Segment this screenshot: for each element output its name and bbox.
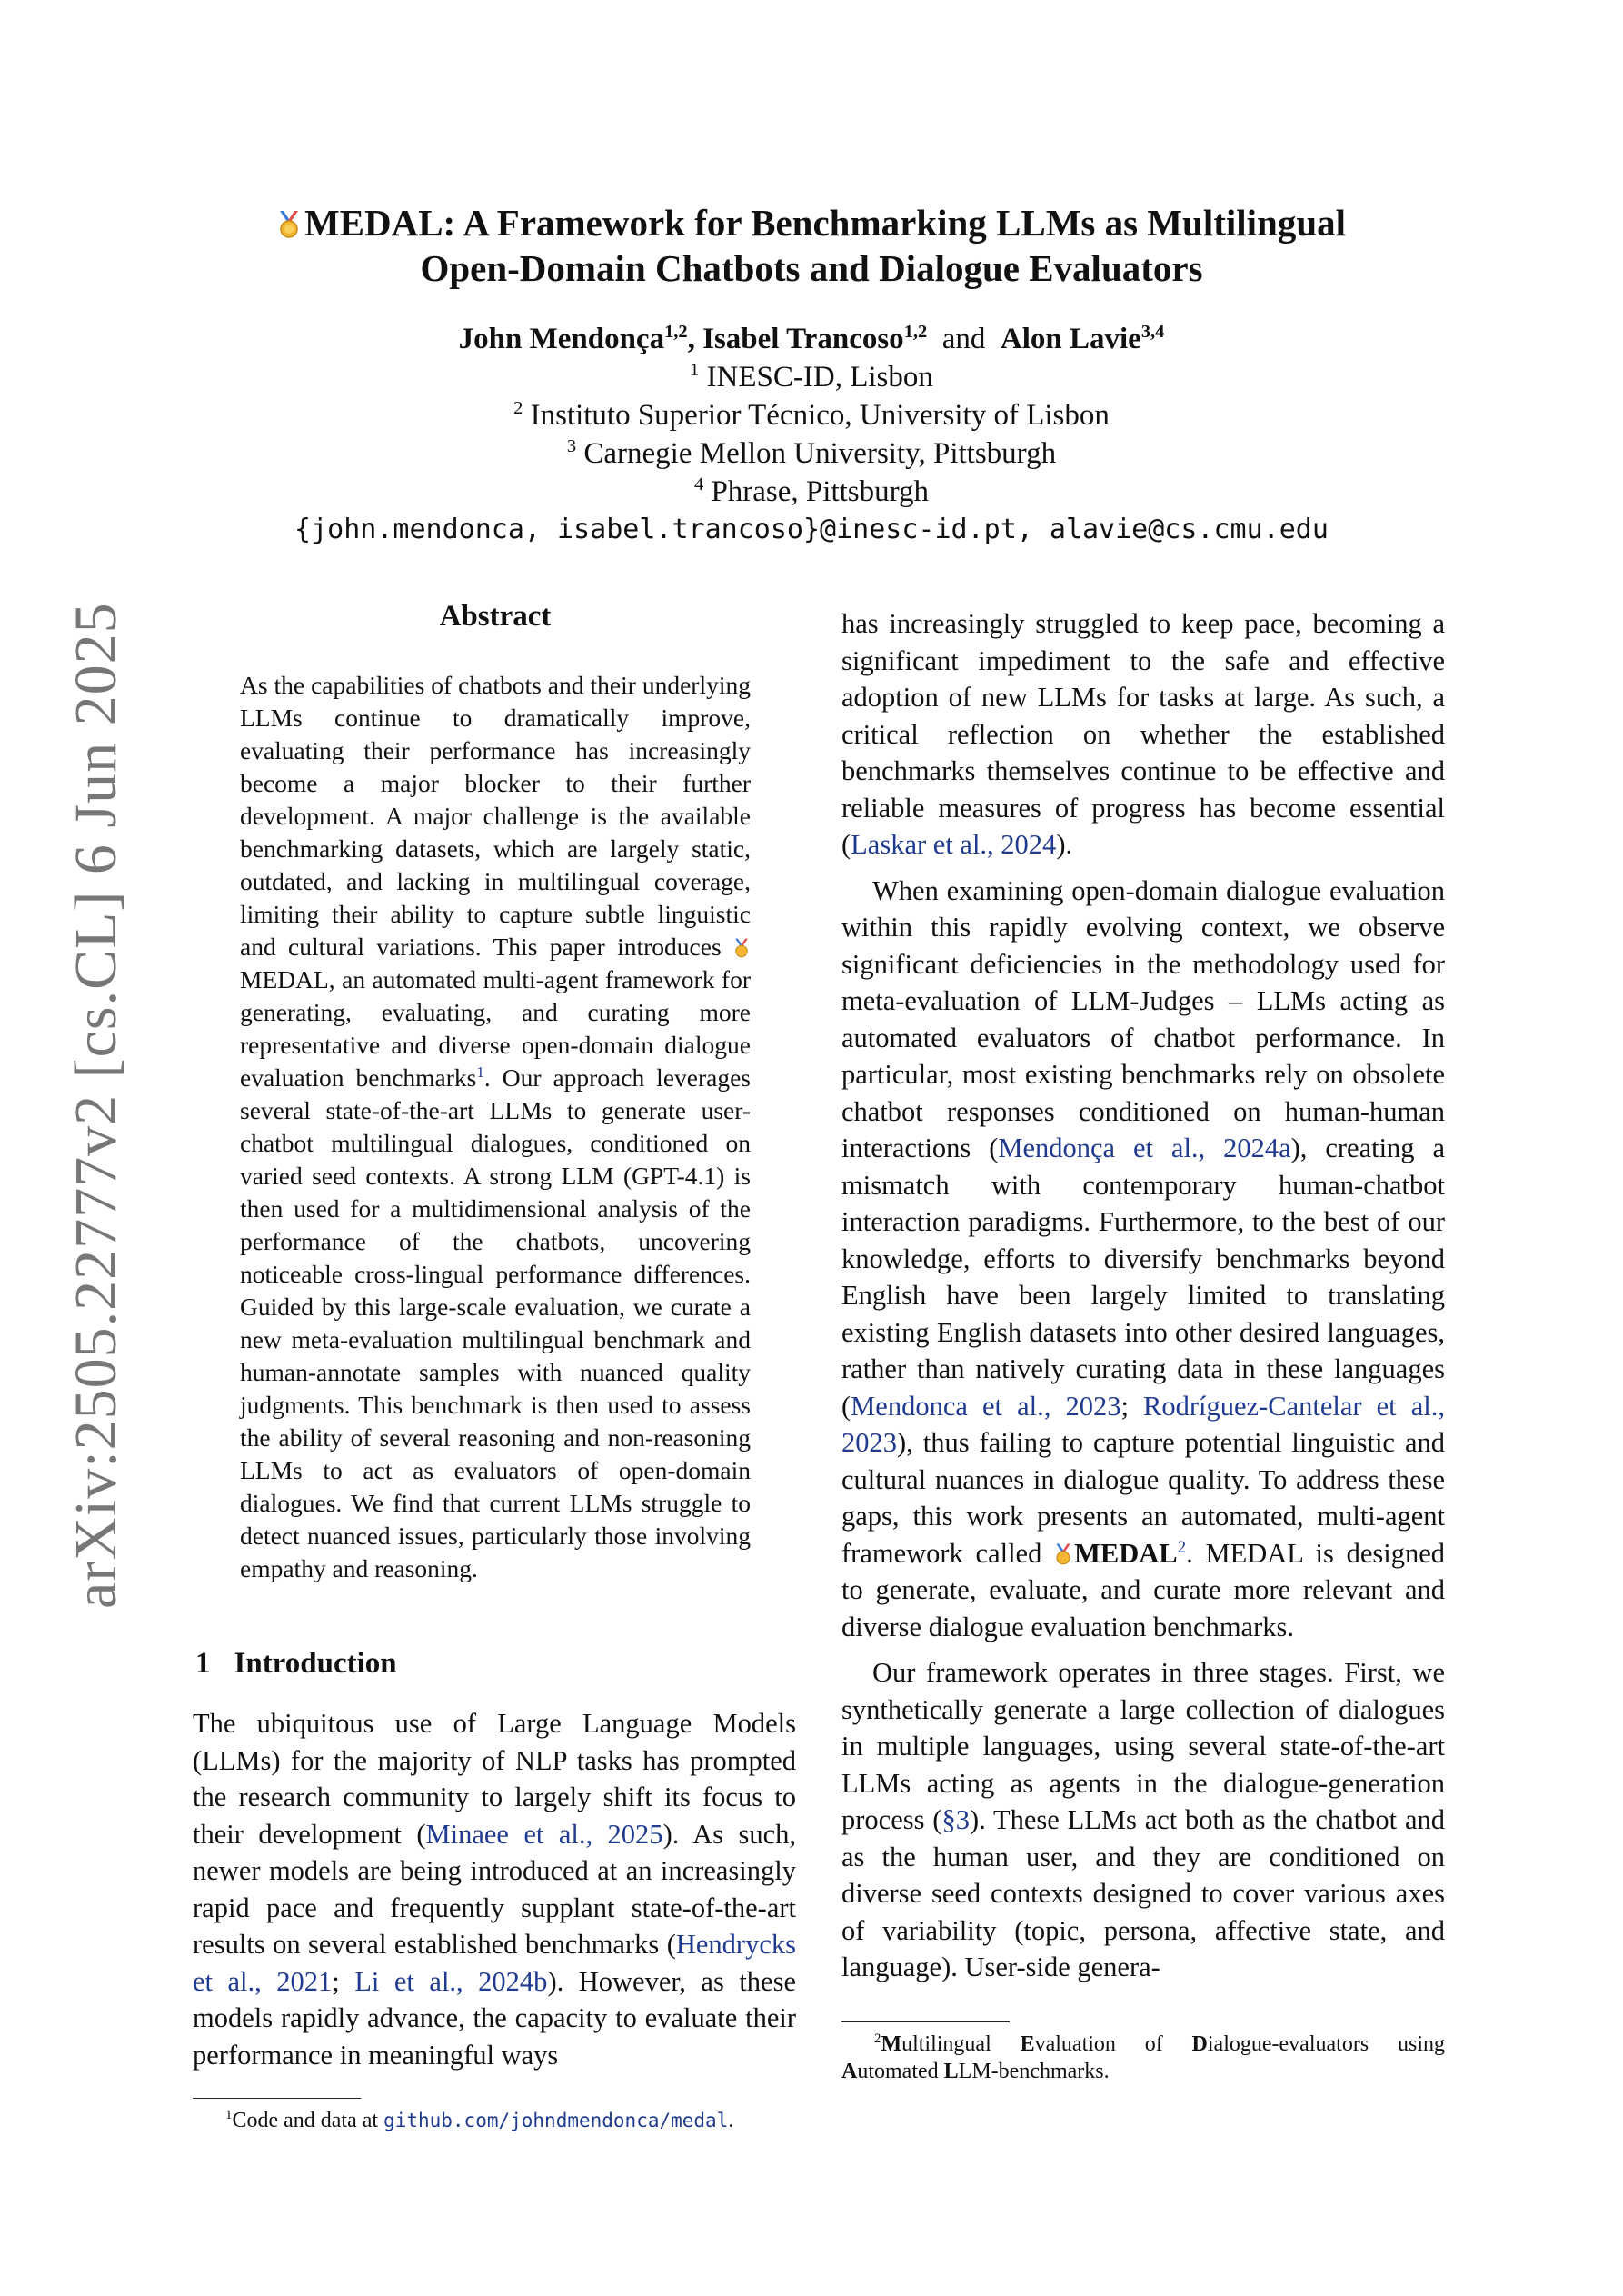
- author-3-affil: 3,4: [1140, 322, 1165, 342]
- intro-right-column: [841, 605, 1445, 1986]
- affiliation-num: 4: [693, 474, 704, 494]
- section-link[interactable]: §3: [941, 1804, 970, 1835]
- affiliation-text: Instituto Superior Técnico, University of Lisbon: [530, 399, 1110, 432]
- intro-text: has increasingly struggled to keep pace, becoming a significant impediment to the safe and effective adoption of new LLMs for tasks at large. As such, a critical reflection on whether the established benchmarks themselves continue to be effective and reliable measures of progress has become essential (: [841, 608, 1445, 860]
- footnote-number: 1: [225, 2108, 233, 2122]
- abstract-text-1: As the capabilities of chatbots and their underlying LLMs continue to dramatically improve, evaluating their performance has increasingly become a major blocker to their further development. A major challenge is the available benchmarking datasets, which are largely static, outdated, and lacking in multilingual coverage, limiting their ability to capture subtle linguistic and cultural variations. This paper introduces: [240, 671, 751, 961]
- intro-text: When examining open-domain dialogue evaluation within this rapidly evolving context, we observe significant deficiencies in the methodology used for meta-evaluation of LLM-Judges – LLMs acting as automated evaluators of chatbot performance. In particular, most existing benchmarks rely on obsolete chatbot responses conditioned on human-human interactions (: [841, 874, 1445, 1163]
- author-3: Alon Lavie: [1000, 323, 1141, 355]
- footnote-2: [841, 2031, 1445, 2085]
- authors: [0, 320, 1623, 358]
- author-1: John Mendonça: [458, 323, 665, 355]
- acronym-letter: M: [881, 2032, 902, 2056]
- footnote-number: 2: [874, 2031, 881, 2046]
- abstract-medal-name: MEDAL: [240, 965, 329, 993]
- footnote-text: LM-benchmarks.: [958, 2060, 1110, 2083]
- intro-text: Our framework operates in three stages. First, we synthetically generate a large collection of dialogues in multiple languages, using several state-of-the-art LLMs acting as agents in the dialogue-generation process (: [841, 1657, 1445, 1835]
- citation-link[interactable]: Rodríguez-Cantelar et al., 2023: [841, 1390, 1445, 1458]
- author-separator: ,: [687, 323, 703, 355]
- citation-link[interactable]: Hendrycks et al., 2021: [193, 1929, 796, 1997]
- affiliation-4: [0, 473, 1623, 511]
- footnote-text: .: [728, 2109, 734, 2132]
- medal-icon: [1054, 1543, 1072, 1565]
- affiliation-3: [0, 434, 1623, 473]
- citation-link[interactable]: Mendonca et al., 2023: [851, 1390, 1121, 1422]
- footnote-text: valuation of: [1034, 2032, 1192, 2056]
- abstract-heading: Abstract: [439, 600, 552, 633]
- paper-title: [0, 200, 1623, 291]
- section-number: 1: [195, 1647, 211, 1680]
- abstract-text-2: , an automated multi-agent framework for generating, evaluating, and curating more representative and diverse open-domain dialogue evaluation benchmarks: [240, 965, 751, 1092]
- intro-text: ), thus failing to capture potential linguistic and cultural nuances in dialogue quality. To address these gaps, this work presents an automated, multi-agent framework called: [841, 1427, 1445, 1569]
- footnote-text: ultilingual: [901, 2032, 1021, 2056]
- footnote-text: utomated: [857, 2060, 944, 2083]
- affiliation-1: [0, 358, 1623, 396]
- abstract-body: [240, 669, 751, 1585]
- acronym-letter: D: [1191, 2032, 1208, 2056]
- acronym-letter: L: [943, 2060, 959, 2083]
- affiliation-num: 2: [513, 398, 523, 418]
- footnote-rule: [841, 2021, 1010, 2022]
- affiliation-2: [0, 396, 1623, 434]
- affiliation-text: Carnegie Mellon University, Pittsburgh: [583, 437, 1057, 470]
- citation-link[interactable]: Laskar et al., 2024: [851, 829, 1057, 860]
- intro-text: ). As such, newer models are being introduced at an increasingly rapid pace and frequently supplant state-of-the-art results on several established benchmarks (: [193, 1818, 796, 1960]
- acronym-letter: E: [1020, 2032, 1035, 2056]
- title-line-2: Open-Domain Chatbots and Dialogue Evaluators: [420, 247, 1203, 289]
- author-2: Isabel Trancoso: [702, 323, 904, 355]
- acronym-letter: A: [841, 2060, 858, 2083]
- intro-text: ;: [332, 1965, 355, 1997]
- intro-text: ), creating a mismatch with contemporary human-chatbot interaction paradigms. Furthermore, to the best of our knowledge, efforts to diversify benchmarks beyond English have been largely limited to translating existing English datasets into other desired languages, rather than natively curating data in these languages (: [841, 1133, 1445, 1422]
- arxiv-sidebar: arXiv:2505.22777v2 [cs.CL] 6 Jun 2025: [63, 602, 129, 1609]
- affiliation-text: Phrase, Pittsburgh: [711, 475, 930, 508]
- intro-text: ). These LLMs act both as the chatbot and as the human user, and they are conditioned on diverse seed contexts designed to cover various axes of variability (topic, persona, affective state, and language). User-side genera-: [841, 1804, 1445, 1982]
- footnote-1: [225, 2107, 807, 2134]
- medal-icon: [733, 938, 750, 958]
- intro-text: ;: [1120, 1390, 1144, 1422]
- intro-text: ).: [1056, 829, 1073, 860]
- affiliation-text: INESC-ID, Lisbon: [706, 361, 933, 394]
- intro-text: . MEDAL is designed to generate, evaluate, and curate more relevant and diverse dialogue evaluation benchmarks.: [841, 1537, 1445, 1642]
- affiliation-num: 1: [690, 360, 700, 380]
- intro-text: The ubiquitous use of Large Language Models (LLMs) for the majority of NLP tasks has prompted the research community to largely shift its focus to their development (: [193, 1708, 796, 1850]
- medal-icon: [277, 211, 301, 238]
- citation-link[interactable]: Mendonça et al., 2024a: [998, 1133, 1291, 1163]
- affiliation-num: 3: [566, 436, 577, 456]
- citation-link[interactable]: Minaee et al., 2025: [425, 1818, 663, 1850]
- intro-left-column: [193, 1705, 796, 2073]
- author-emails: {john.mendonca, isabel.trancoso}@inesc-id.pt, alavie@cs.cmu.edu: [294, 514, 1329, 545]
- intro-text: ). However, as these models rapidly advance, the capacity to evaluate their performance in meaningful ways: [193, 1965, 796, 2071]
- author-and: and: [941, 323, 986, 355]
- citation-link[interactable]: Li et al., 2024b: [354, 1965, 548, 1997]
- footnote-2-mark[interactable]: 2: [1177, 1537, 1187, 1557]
- medal-name: MEDAL: [1074, 1537, 1178, 1569]
- author-2-affil: 1,2: [903, 322, 928, 342]
- footnote-1-mark[interactable]: 1: [476, 1063, 484, 1081]
- footnote-text: ialogue-evaluators using: [1207, 2032, 1445, 2056]
- author-1-affil: 1,2: [664, 322, 688, 342]
- github-link[interactable]: github.com/johndmendonca/medal: [383, 2110, 729, 2131]
- footnote-rule: [193, 2098, 361, 2099]
- footnote-text: Code and data at: [232, 2109, 384, 2132]
- section-title: Introduction: [234, 1647, 397, 1680]
- abstract-text-3: . Our approach leverages several state-of-the-art LLMs to generate user-chatbot multilingual dialogues, conditioned on varied seed contexts. A strong LLM (GPT-4.1) is then used for a multidimensional analysis of the performance of the chatbots, uncovering noticeable cross-lingual performance differences. Guided by this large-scale evaluation, we curate a new meta-evaluation multilingual benchmark and human-annotate samples with nuanced quality judgments. This benchmark is then used to assess the ability of several reasoning and non-reasoning LLMs to act as evaluators of open-domain dialogues. We find that current LLMs struggle to detect nuanced issues, particularly those involving empathy and reasoning.: [240, 1063, 752, 1582]
- title-line-1: MEDAL: A Framework for Benchmarking LLMs as Multilingual: [304, 202, 1347, 244]
- section-heading-introduction: [195, 1647, 397, 1681]
